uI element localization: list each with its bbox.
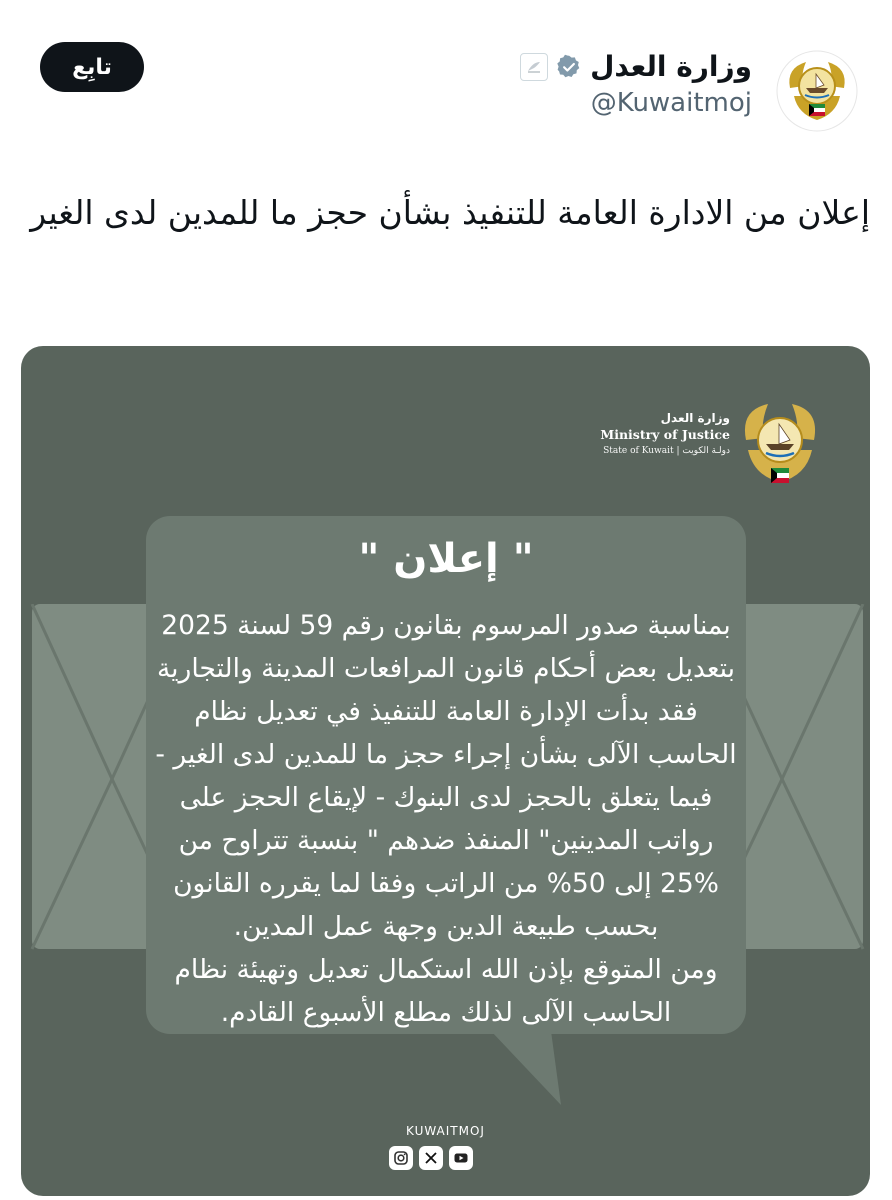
announcement-panel — [146, 516, 746, 1034]
ministry-name-arabic: وزارة العدل — [660, 411, 730, 425]
announcement-line: بحسب طبيعة الدين وجهة عمل المدين. — [233, 911, 659, 942]
state-arabic: دولـة الكويت — [682, 446, 730, 456]
display-name[interactable]: وزارة العدل — [590, 50, 752, 83]
announcement-line: فيما يتعلق بالحجز لدى البنوك - لإيقاع الحجز على — [179, 782, 713, 813]
ministry-header — [600, 411, 730, 456]
state-english: State of Kuwait — [603, 446, 674, 456]
account-handle[interactable]: @Kuwaitmoj — [590, 88, 752, 118]
speech-bubble-tail — [491, 1031, 571, 1105]
tweet-media-image[interactable] — [21, 346, 870, 1196]
state-line — [600, 446, 730, 456]
tweet-text: إعلان من الادارة العامة للتنفيذ بشأن حجز ما للمدين لدى الغير — [30, 193, 870, 232]
social-icons-row — [389, 1146, 473, 1170]
announcement-line: الحاسب الآلى بشأن إجراء حجز ما للمدين لدى الغير - — [155, 739, 737, 770]
affiliation-badge-icon[interactable] — [520, 53, 548, 81]
instagram-icon — [389, 1146, 413, 1170]
announcement-line: بتعديل بعض أحكام قانون المرافعات المدينة والتجارية — [156, 653, 736, 684]
announcement-line: فقد بدأت الإدارة العامة للتنفيذ في تعديل نظام — [194, 696, 698, 727]
avatar[interactable] — [776, 50, 858, 132]
x-icon — [419, 1146, 443, 1170]
footer-handle: KUWAITMOJ — [406, 1124, 485, 1138]
verified-badge-icon — [556, 54, 582, 80]
ministry-name-english: Ministry of Justice — [600, 427, 730, 442]
youtube-icon — [449, 1146, 473, 1170]
follow-button[interactable]: تابِع — [40, 42, 144, 92]
announcement-line: بمناسبة صدور المرسوم بقانون رقم 59 لسنة 2025 — [161, 610, 731, 641]
kuwait-emblem-icon — [734, 398, 826, 498]
announcement-line: 25% إلى 50% من الراتب وفقا لما يقرره القانون — [173, 868, 719, 899]
announcement-line: رواتب المدينين" المنفذ ضدهم " بنسبة تتراوح من — [178, 825, 714, 856]
state-divider: | — [676, 446, 683, 456]
account-name-row — [520, 50, 752, 83]
announcement-body — [152, 604, 740, 1034]
announcement-line: الحاسب الآلى لذلك مطلع الأسبوع القادم. — [220, 997, 672, 1028]
announcement-title: " إعلان " — [358, 536, 534, 582]
announcement-line: ومن المتوقع بإذن الله استكمال تعديل وتهيئة نظام — [174, 954, 718, 985]
